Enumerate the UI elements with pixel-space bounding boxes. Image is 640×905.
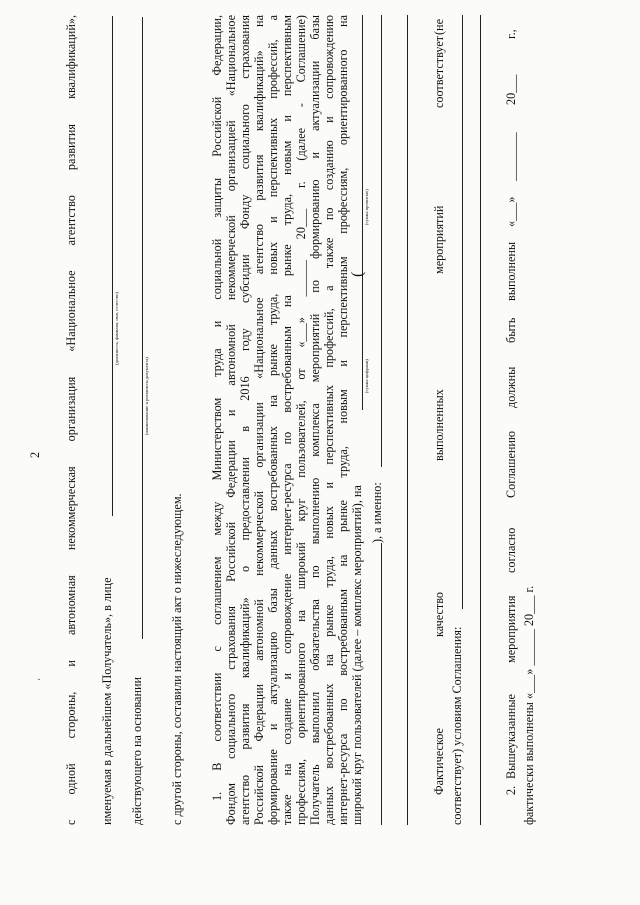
representative-name-caption: (должность, фамилия, имя, отчество) (114, 292, 119, 365)
quality-word: (не (432, 19, 446, 35)
quality-word: качество (432, 591, 446, 637)
page-number: 2 (28, 451, 42, 458)
quality-word: мероприятий (432, 205, 446, 274)
basis-document-blank (142, 17, 143, 639)
para1-line: Получатель выполнил обязательства по выполнению комплекса мероприятий по формированию и актуализации базы (308, 15, 322, 825)
para1-after-blank: ), а именно: (370, 482, 384, 543)
intro-line-4: с другой стороны, составили настоящий акт о нижеследующем. (170, 493, 184, 825)
para1-line: интернет-ресурса по востребованным на рынке труда, новым и перспективным профессиям, ориентированного на (336, 15, 350, 825)
para2-word: выполнены (504, 241, 518, 301)
para2-word: г., (504, 29, 518, 39)
para2-word: согласно (504, 527, 518, 573)
para1-line: формирование и актуализацию базы данных востребованных на рынке труда, новых и перспективных профессий, а (266, 15, 280, 825)
para2-date-day: «___» (504, 196, 518, 227)
para1-line: также на создание и сопровождение интернет-ресурса по востребованным на рынке труда, новым и перспективным (280, 15, 294, 825)
intro-line-1: с одной стороны, и автономная некоммерческая организация «Национальное агентство развития квалификаций», (64, 15, 78, 825)
quality-blank-1 (462, 15, 463, 609)
sum-digits-caption: (сумма цифрами) (364, 359, 369, 393)
quality-word: соответствует (432, 35, 446, 108)
para1-line: данных востребованных на рынке труда, новых и перспективных профессий, а также по созданию и сопровождению (322, 15, 336, 825)
para2-line-2: фактически выполнены «___» ______ 20___ г. (522, 585, 536, 825)
para2-word: Вышеуказанные (504, 694, 518, 779)
para2-word: мероприятия (504, 595, 518, 663)
sum-digits-blank (362, 15, 363, 410)
para1-line: агентство развития квалификаций» о предоставлении в 2016 году субсидии Фонду социального страхования (238, 15, 252, 825)
sum-words-caption: (сумма прописью) (364, 189, 369, 225)
representative-name-blank (112, 16, 113, 516)
para2-date-month: ________ (504, 132, 518, 181)
basis-document-caption: (наименование и реквизиты документа) (144, 357, 149, 435)
para2-word: 2. (504, 785, 518, 795)
quality-blank-2 (480, 15, 481, 825)
para1-line: Российской Федерации автономной некоммерческой организации «Национальное агентство развития квалификаций» на (252, 15, 266, 825)
quality-word: Фактическое (432, 728, 446, 795)
sum-open-paren: ( (349, 271, 366, 277)
para2-word: Соглашению (504, 430, 518, 498)
quality-line-2: соответствует) условиям Соглашения: (450, 626, 464, 825)
scan-mark: ʻ (36, 678, 46, 681)
para1-line-last: широкий круг пользователей (далее – комплекс мероприятий), на (350, 485, 364, 825)
sum-words-blank (381, 543, 382, 825)
para1-line: профессиям, ориентированного на широкий круг пользователей, от «___» ______ 20___ г. (далее - Соглашение) (294, 15, 308, 825)
activities-blank-2 (407, 15, 408, 825)
para2-word: быть (504, 317, 518, 343)
para1-line: Фондом социального страхования Российской Федерации и автономной некоммерческой организацией «Национальное (224, 15, 238, 825)
quality-word: выполненных (432, 389, 446, 461)
intro-line-3-label: действующего на основании (130, 676, 144, 825)
para2-word: должны (504, 366, 518, 408)
para2-date-year: 20___ (504, 74, 518, 105)
activities-blank-1 (381, 15, 382, 467)
para1-line: 1. В соответствии с соглашением между Министерством труда и социальной защиты Российской Федерации, (210, 15, 224, 801)
intro-line-2-label: именуемая в дальнейшем «Получатель», в лице (100, 577, 114, 825)
